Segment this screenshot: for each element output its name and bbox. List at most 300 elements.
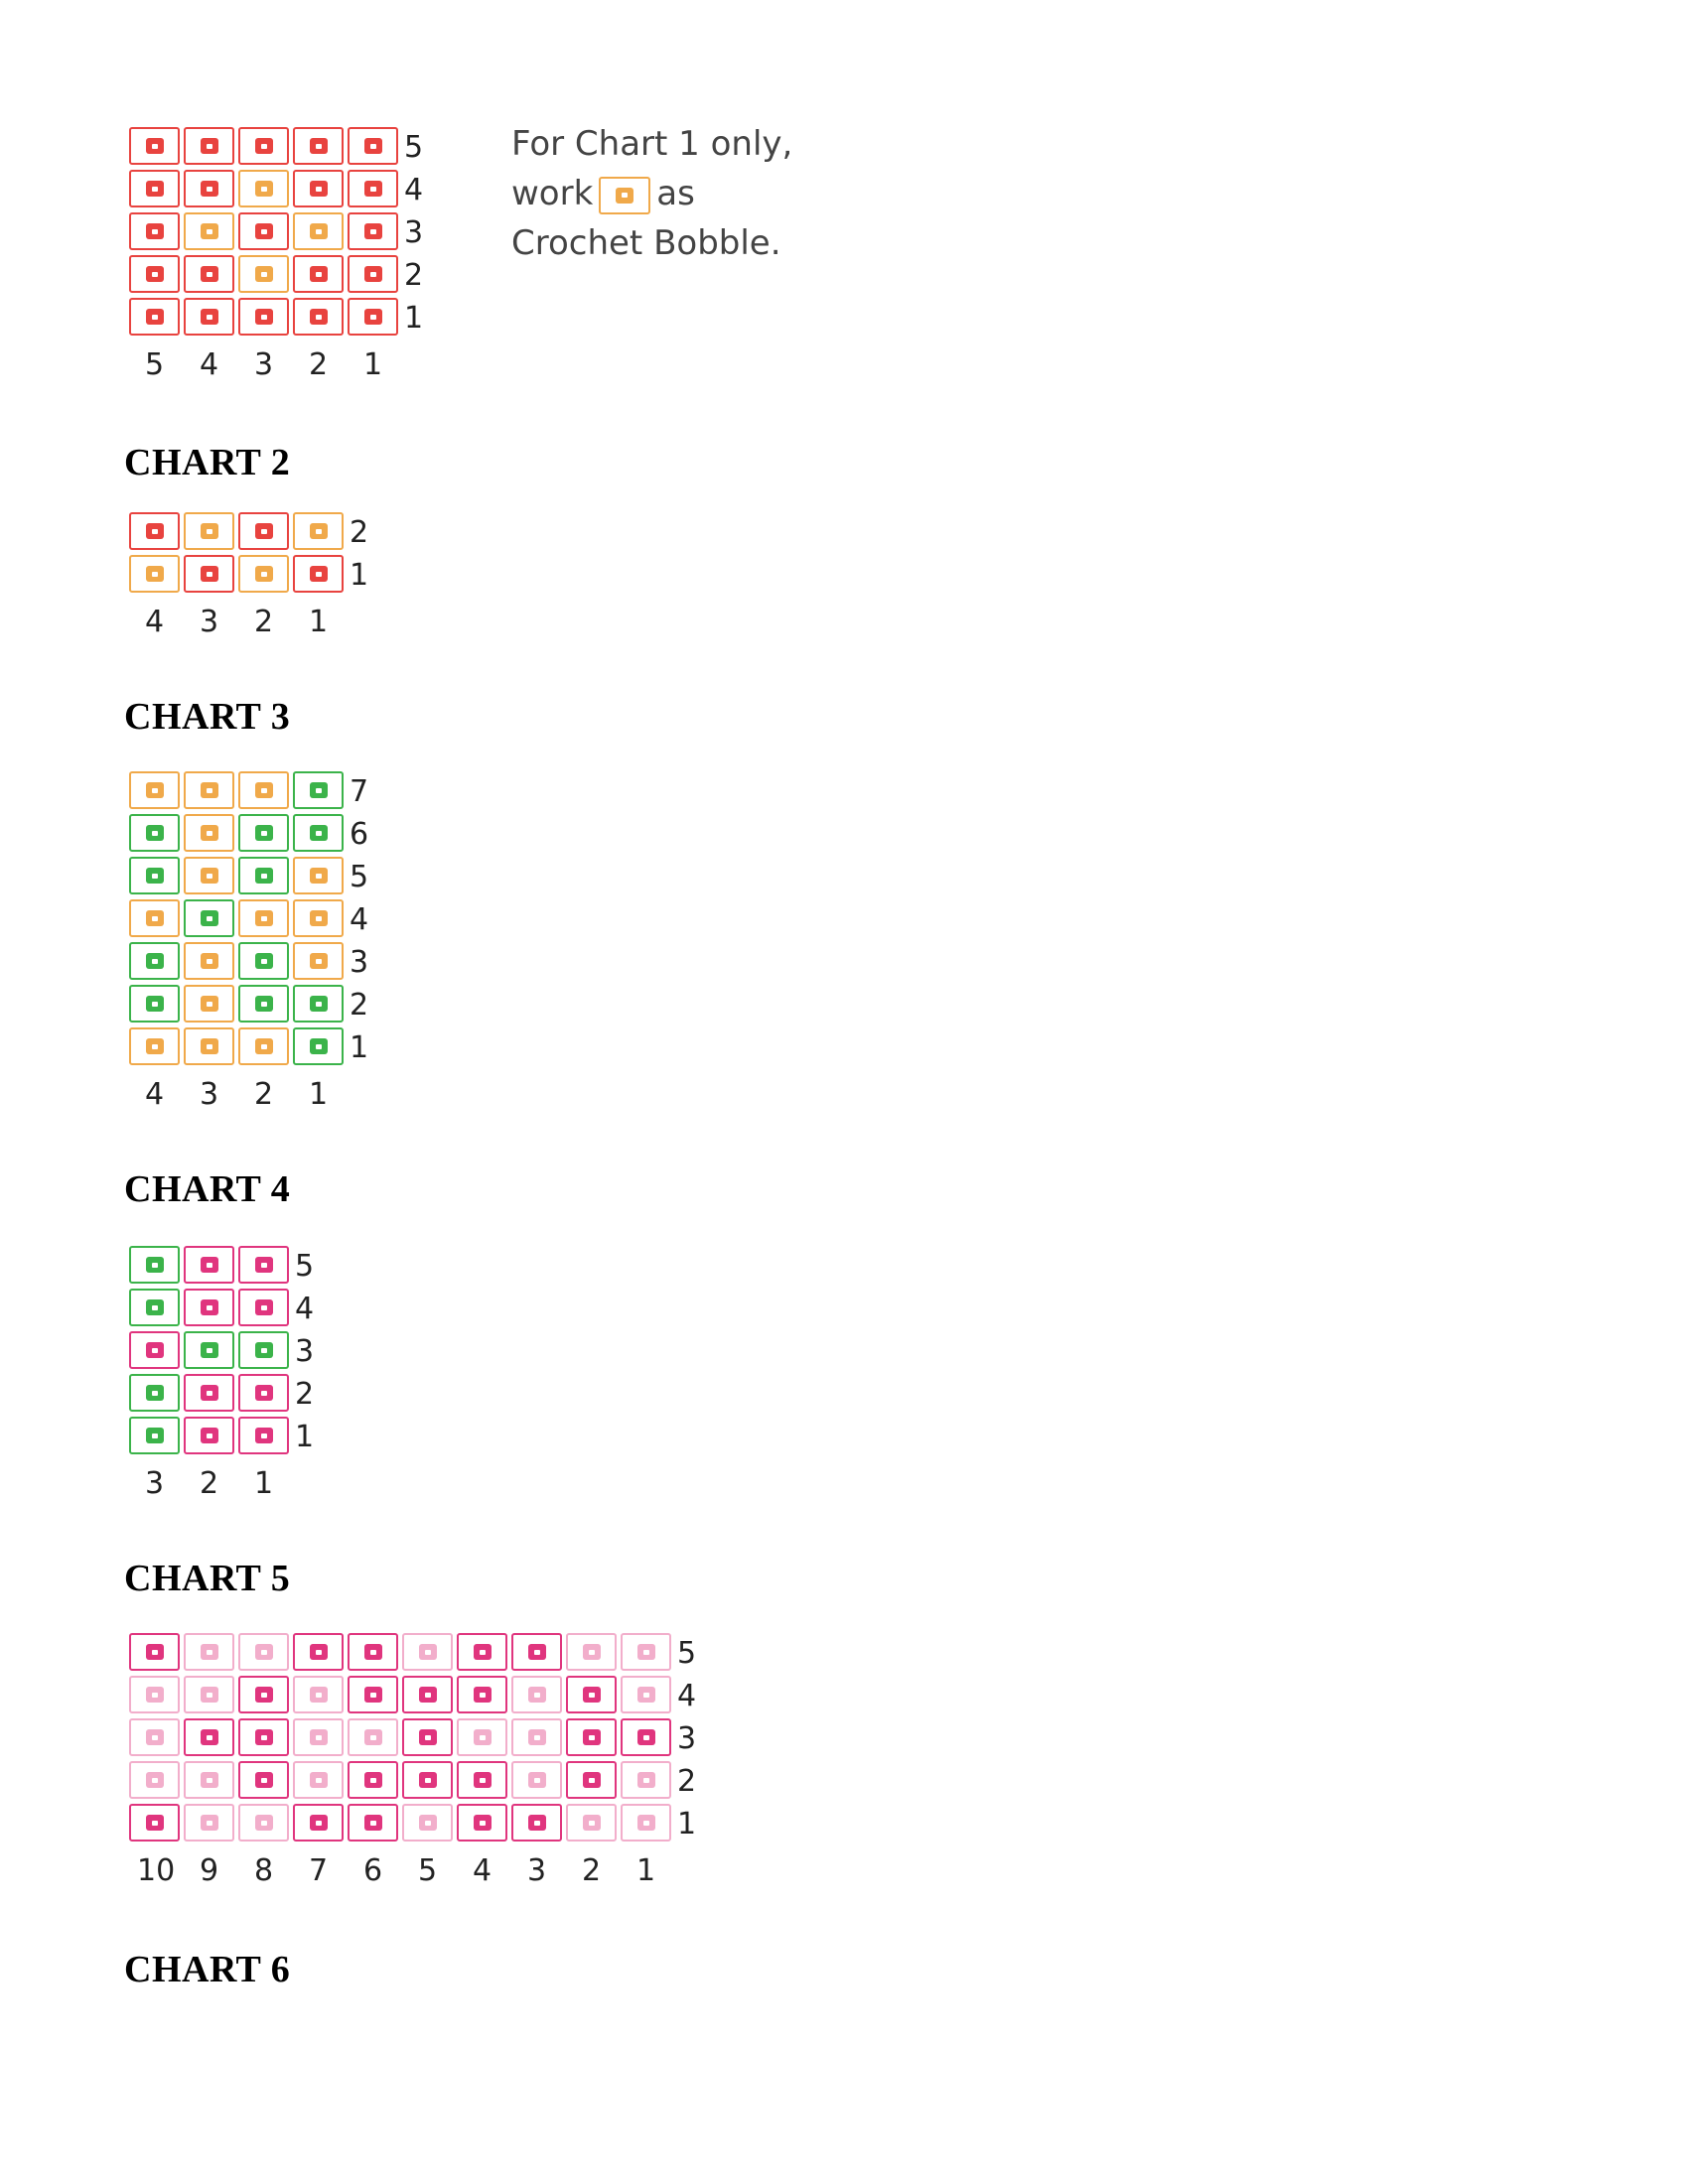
- stitch-cell: [402, 1676, 453, 1713]
- stitch-cell: [348, 1761, 398, 1799]
- stitch-cell: [129, 255, 180, 293]
- stitch-cell: [457, 1718, 507, 1756]
- stitch-cell: [348, 1804, 398, 1842]
- stitch-square-icon: [310, 996, 328, 1012]
- stitch-cell: [402, 1718, 453, 1756]
- stitch-square-icon: [201, 1342, 218, 1358]
- column-number: 1: [309, 1077, 329, 1112]
- stitch-square-icon: [201, 782, 218, 798]
- stitch-square-icon: [474, 1772, 492, 1788]
- note-line-2-start: work: [511, 174, 594, 213]
- stitch-square-icon: [310, 566, 328, 582]
- stitch-square-icon: [201, 223, 218, 239]
- stitch-square-icon: [146, 825, 164, 841]
- stitch-cell: [184, 942, 234, 980]
- stitch-square-icon: [364, 266, 382, 282]
- stitch-cell: [348, 212, 398, 250]
- stitch-square-icon: [255, 523, 273, 539]
- row-number: 2: [404, 258, 424, 293]
- stitch-cell: [293, 512, 344, 550]
- stitch-square-icon: [255, 910, 273, 926]
- stitch-square-icon: [146, 1428, 164, 1443]
- chart-6-title: CHART 6: [124, 1949, 291, 1990]
- stitch-square-icon: [146, 1385, 164, 1401]
- stitch-cell: [566, 1761, 617, 1799]
- stitch-cell: [621, 1761, 671, 1799]
- stitch-square-icon: [419, 1815, 437, 1831]
- stitch-cell: [238, 814, 289, 852]
- stitch-square-icon: [528, 1729, 546, 1745]
- stitch-cell: [348, 298, 398, 336]
- row-number: 1: [677, 1807, 697, 1842]
- stitch-square-icon: [419, 1729, 437, 1745]
- stitch-square-icon: [255, 1428, 273, 1443]
- stitch-cell: [184, 255, 234, 293]
- stitch-cell: [238, 1374, 289, 1412]
- stitch-square-icon: [364, 1815, 382, 1831]
- stitch-cell: [129, 814, 180, 852]
- column-number: 4: [473, 1853, 492, 1888]
- stitch-cell: [238, 298, 289, 336]
- stitch-square-icon: [364, 223, 382, 239]
- stitch-square-icon: [364, 1772, 382, 1788]
- stitch-cell: [402, 1633, 453, 1671]
- stitch-cell: [293, 298, 344, 336]
- stitch-cell: [129, 1718, 180, 1756]
- stitch-square-icon: [310, 309, 328, 325]
- stitch-cell: [621, 1804, 671, 1842]
- column-number: 1: [309, 605, 329, 639]
- stitch-cell: [238, 170, 289, 207]
- stitch-square-icon: [310, 223, 328, 239]
- stitch-cell: [293, 127, 344, 165]
- stitch-cell: [238, 857, 289, 894]
- stitch-square-icon: [310, 910, 328, 926]
- stitch-cell: [457, 1633, 507, 1671]
- stitch-square-icon: [201, 1687, 218, 1703]
- row-number: 3: [677, 1721, 697, 1756]
- row-number: 5: [350, 860, 369, 894]
- stitch-cell: [238, 899, 289, 937]
- stitch-cell: [129, 857, 180, 894]
- column-number: 9: [200, 1853, 219, 1888]
- stitch-square-icon: [255, 1385, 273, 1401]
- column-number: 1: [363, 347, 383, 382]
- chart-2-title: CHART 2: [124, 442, 291, 483]
- stitch-square-icon: [201, 1428, 218, 1443]
- stitch-square-icon: [419, 1687, 437, 1703]
- stitch-cell: [129, 512, 180, 550]
- column-number: 3: [145, 1466, 165, 1501]
- stitch-cell: [129, 1676, 180, 1713]
- stitch-cell: [129, 212, 180, 250]
- row-number: 2: [295, 1377, 315, 1412]
- chart-4-title: CHART 4: [124, 1168, 291, 1210]
- stitch-cell: [184, 1246, 234, 1284]
- row-number: 7: [350, 774, 369, 809]
- stitch-cell: [511, 1761, 562, 1799]
- stitch-cell: [238, 512, 289, 550]
- column-number: 2: [200, 1466, 219, 1501]
- stitch-cell: [184, 1289, 234, 1326]
- stitch-cell: [293, 1027, 344, 1065]
- stitch-cell: [293, 255, 344, 293]
- stitch-square-icon: [310, 1038, 328, 1054]
- stitch-square-icon: [255, 1257, 273, 1273]
- stitch-cell: [457, 1676, 507, 1713]
- stitch-square-icon: [583, 1729, 601, 1745]
- stitch-square-icon: [419, 1772, 437, 1788]
- stitch-square-icon: [310, 138, 328, 154]
- stitch-cell: [238, 1246, 289, 1284]
- stitch-cell: [184, 814, 234, 852]
- stitch-square-icon: [146, 223, 164, 239]
- stitch-square-icon: [201, 910, 218, 926]
- stitch-square-icon: [146, 266, 164, 282]
- stitch-cell: [184, 298, 234, 336]
- stitch-cell: [184, 512, 234, 550]
- stitch-square-icon: [146, 138, 164, 154]
- stitch-square-icon: [146, 868, 164, 884]
- chart-1-note: [511, 119, 792, 268]
- stitch-cell: [129, 985, 180, 1023]
- column-number: 8: [254, 1853, 274, 1888]
- stitch-square-icon: [146, 1687, 164, 1703]
- stitch-cell: [238, 1761, 289, 1799]
- stitch-square-icon: [583, 1772, 601, 1788]
- row-number: 5: [404, 130, 424, 165]
- stitch-square-icon: [310, 181, 328, 197]
- stitch-cell: [129, 1761, 180, 1799]
- stitch-cell: [129, 170, 180, 207]
- stitch-square-icon: [310, 1687, 328, 1703]
- column-number: 4: [145, 605, 165, 639]
- column-number: 3: [200, 605, 219, 639]
- stitch-square-icon: [637, 1772, 655, 1788]
- stitch-cell: [129, 555, 180, 593]
- stitch-square-icon: [146, 1644, 164, 1660]
- stitch-square-icon: [146, 566, 164, 582]
- stitch-cell: [293, 1804, 344, 1842]
- stitch-square-icon: [146, 1038, 164, 1054]
- stitch-square-icon: [583, 1687, 601, 1703]
- stitch-cell: [184, 1417, 234, 1454]
- stitch-square-icon: [474, 1729, 492, 1745]
- stitch-cell: [238, 942, 289, 980]
- stitch-cell: [129, 1417, 180, 1454]
- chart-3-title: CHART 3: [124, 696, 291, 738]
- stitch-cell: [184, 1331, 234, 1369]
- stitch-square-icon: [255, 309, 273, 325]
- stitch-cell: [348, 1633, 398, 1671]
- stitch-square-icon: [528, 1815, 546, 1831]
- column-number: 2: [582, 1853, 602, 1888]
- stitch-cell: [129, 127, 180, 165]
- stitch-cell: [511, 1676, 562, 1713]
- stitch-cell: [238, 1718, 289, 1756]
- stitch-square-icon: [310, 1644, 328, 1660]
- stitch-cell: [129, 942, 180, 980]
- stitch-cell: [184, 1718, 234, 1756]
- stitch-square-icon: [201, 953, 218, 969]
- row-number: 1: [350, 1030, 369, 1065]
- stitch-cell: [184, 1676, 234, 1713]
- stitch-square-icon: [146, 523, 164, 539]
- stitch-square-icon: [146, 1815, 164, 1831]
- column-number: 2: [254, 1077, 274, 1112]
- stitch-cell: [238, 1676, 289, 1713]
- column-number: 3: [527, 1853, 547, 1888]
- note-line-2-end: as: [656, 174, 695, 213]
- row-number: 2: [350, 515, 369, 550]
- stitch-square-icon: [583, 1644, 601, 1660]
- stitch-cell: [293, 857, 344, 894]
- column-number: 7: [309, 1853, 329, 1888]
- stitch-square-icon: [364, 1729, 382, 1745]
- stitch-cell: [238, 555, 289, 593]
- stitch-square-icon: [255, 266, 273, 282]
- stitch-cell: [184, 127, 234, 165]
- stitch-square-icon: [637, 1729, 655, 1745]
- stitch-cell: [566, 1804, 617, 1842]
- stitch-square-icon: [528, 1644, 546, 1660]
- stitch-square-icon: [201, 1815, 218, 1831]
- stitch-square-icon: [474, 1644, 492, 1660]
- stitch-square-icon: [255, 1342, 273, 1358]
- stitch-cell: [184, 212, 234, 250]
- stitch-square-icon: [146, 1729, 164, 1745]
- stitch-square-icon: [255, 953, 273, 969]
- stitch-square-icon: [255, 1299, 273, 1315]
- stitch-square-icon: [255, 566, 273, 582]
- stitch-square-icon: [255, 1772, 273, 1788]
- stitch-cell: [402, 1761, 453, 1799]
- column-number: 2: [254, 605, 274, 639]
- stitch-square-icon: [310, 868, 328, 884]
- stitch-cell: [129, 899, 180, 937]
- stitch-square-icon: [364, 309, 382, 325]
- stitch-square-icon: [310, 782, 328, 798]
- stitch-cell: [511, 1804, 562, 1842]
- stitch-cell: [293, 170, 344, 207]
- stitch-cell: [293, 555, 344, 593]
- stitch-square-icon: [201, 138, 218, 154]
- stitch-square-icon: [255, 181, 273, 197]
- stitch-square-icon: [201, 1729, 218, 1745]
- note-line-1: For Chart 1 only,: [511, 124, 793, 164]
- stitch-square-icon: [201, 1299, 218, 1315]
- stitch-square-icon: [201, 266, 218, 282]
- stitch-square-icon: [146, 910, 164, 926]
- stitch-square-icon: [255, 1687, 273, 1703]
- stitch-square-icon: [255, 223, 273, 239]
- column-number: 5: [418, 1853, 438, 1888]
- stitch-square-icon: [255, 1644, 273, 1660]
- stitch-cell: [184, 985, 234, 1023]
- stitch-cell: [238, 1804, 289, 1842]
- column-number: 4: [145, 1077, 165, 1112]
- row-number: 3: [404, 215, 424, 250]
- stitch-cell: [457, 1761, 507, 1799]
- row-number: 4: [404, 173, 424, 207]
- stitch-square-icon: [201, 309, 218, 325]
- stitch-square-icon: [637, 1815, 655, 1831]
- stitch-cell: [184, 1761, 234, 1799]
- stitch-cell: [184, 1633, 234, 1671]
- column-number: 6: [363, 1853, 383, 1888]
- column-number: 1: [254, 1466, 274, 1501]
- stitch-square-icon: [474, 1687, 492, 1703]
- stitch-square-icon: [255, 996, 273, 1012]
- stitch-square-icon: [474, 1815, 492, 1831]
- stitch-square-icon: [201, 1385, 218, 1401]
- column-number: 3: [254, 347, 274, 382]
- stitch-cell: [129, 1027, 180, 1065]
- stitch-cell: [184, 1804, 234, 1842]
- column-number: 4: [200, 347, 219, 382]
- stitch-cell: [566, 1633, 617, 1671]
- stitch-cell: [184, 857, 234, 894]
- stitch-square-icon: [310, 1815, 328, 1831]
- row-number: 1: [404, 301, 424, 336]
- stitch-cell: [238, 1331, 289, 1369]
- row-number: 3: [295, 1334, 315, 1369]
- stitch-square-icon: [146, 1299, 164, 1315]
- stitch-square-icon: [255, 138, 273, 154]
- stitch-square-icon: [255, 868, 273, 884]
- stitch-cell: [293, 212, 344, 250]
- stitch-square-icon: [146, 1772, 164, 1788]
- stitch-square-icon: [255, 1038, 273, 1054]
- stitch-square-icon: [364, 1644, 382, 1660]
- stitch-square-icon: [201, 825, 218, 841]
- row-number: 3: [350, 945, 369, 980]
- stitch-cell: [293, 1676, 344, 1713]
- stitch-square-icon: [637, 1644, 655, 1660]
- stitch-square-icon: [255, 1729, 273, 1745]
- stitch-cell: [348, 127, 398, 165]
- stitch-square-icon: [146, 996, 164, 1012]
- column-number: 3: [200, 1077, 219, 1112]
- stitch-cell: [129, 771, 180, 809]
- chart-5-title: CHART 5: [124, 1558, 291, 1599]
- stitch-cell: [238, 212, 289, 250]
- stitch-cell: [293, 1718, 344, 1756]
- stitch-cell: [566, 1718, 617, 1756]
- row-number: 4: [350, 902, 369, 937]
- stitch-cell: [293, 899, 344, 937]
- stitch-square-icon: [201, 1644, 218, 1660]
- bobble-swatch-icon: [599, 177, 650, 214]
- stitch-square-icon: [310, 1729, 328, 1745]
- stitch-cell: [238, 1027, 289, 1065]
- stitch-cell: [293, 1761, 344, 1799]
- stitch-cell: [293, 771, 344, 809]
- stitch-cell: [621, 1676, 671, 1713]
- row-number: 1: [350, 558, 369, 593]
- stitch-square-icon: [637, 1687, 655, 1703]
- stitch-cell: [184, 771, 234, 809]
- stitch-square-icon: [310, 1772, 328, 1788]
- stitch-cell: [348, 170, 398, 207]
- stitch-square-icon: [201, 868, 218, 884]
- stitch-square-icon: [201, 1257, 218, 1273]
- stitch-square-icon: [201, 1038, 218, 1054]
- stitch-square-icon: [201, 996, 218, 1012]
- stitch-square-icon: [146, 1342, 164, 1358]
- stitch-cell: [129, 1289, 180, 1326]
- row-number: 4: [677, 1679, 697, 1713]
- stitch-cell: [293, 1633, 344, 1671]
- stitch-cell: [621, 1718, 671, 1756]
- stitch-square-icon: [201, 181, 218, 197]
- row-number: 2: [677, 1764, 697, 1799]
- column-number: 10: [137, 1853, 176, 1888]
- stitch-cell: [129, 1804, 180, 1842]
- note-line-3: Crochet Bobble.: [511, 223, 781, 263]
- row-number: 2: [350, 988, 369, 1023]
- stitch-square-icon: [146, 181, 164, 197]
- column-number: 2: [309, 347, 329, 382]
- stitch-square-icon: [364, 1687, 382, 1703]
- stitch-cell: [184, 555, 234, 593]
- stitch-cell: [621, 1633, 671, 1671]
- stitch-cell: [184, 1027, 234, 1065]
- stitch-cell: [238, 1633, 289, 1671]
- stitch-cell: [293, 942, 344, 980]
- stitch-cell: [511, 1633, 562, 1671]
- stitch-square-icon: [364, 138, 382, 154]
- column-number: 1: [636, 1853, 656, 1888]
- stitch-cell: [293, 985, 344, 1023]
- stitch-cell: [238, 1289, 289, 1326]
- stitch-square-icon: [201, 523, 218, 539]
- stitch-square-icon: [528, 1772, 546, 1788]
- stitch-square-icon: [255, 825, 273, 841]
- note-line-2: [511, 169, 792, 218]
- stitch-cell: [348, 1718, 398, 1756]
- stitch-cell: [511, 1718, 562, 1756]
- stitch-square-icon: [255, 782, 273, 798]
- stitch-cell: [129, 1633, 180, 1671]
- stitch-square-icon: [146, 782, 164, 798]
- stitch-cell: [184, 170, 234, 207]
- stitch-square-icon: [255, 1815, 273, 1831]
- stitch-square-icon: [310, 953, 328, 969]
- stitch-square-icon: [528, 1687, 546, 1703]
- stitch-cell: [129, 1374, 180, 1412]
- stitch-cell: [184, 899, 234, 937]
- stitch-cell: [238, 1417, 289, 1454]
- stitch-cell: [566, 1676, 617, 1713]
- row-number: 5: [677, 1636, 697, 1671]
- stitch-cell: [129, 1331, 180, 1369]
- stitch-cell: [129, 1246, 180, 1284]
- stitch-square-icon: [310, 825, 328, 841]
- stitch-square-icon: [364, 181, 382, 197]
- stitch-cell: [457, 1804, 507, 1842]
- stitch-square-icon: [310, 266, 328, 282]
- stitch-square-icon: [201, 566, 218, 582]
- stitch-square-icon: [146, 309, 164, 325]
- stitch-square-icon: [583, 1815, 601, 1831]
- stitch-cell: [238, 255, 289, 293]
- stitch-square-icon: [310, 523, 328, 539]
- stitch-cell: [238, 127, 289, 165]
- stitch-cell: [293, 814, 344, 852]
- stitch-cell: [238, 985, 289, 1023]
- row-number: 5: [295, 1249, 315, 1284]
